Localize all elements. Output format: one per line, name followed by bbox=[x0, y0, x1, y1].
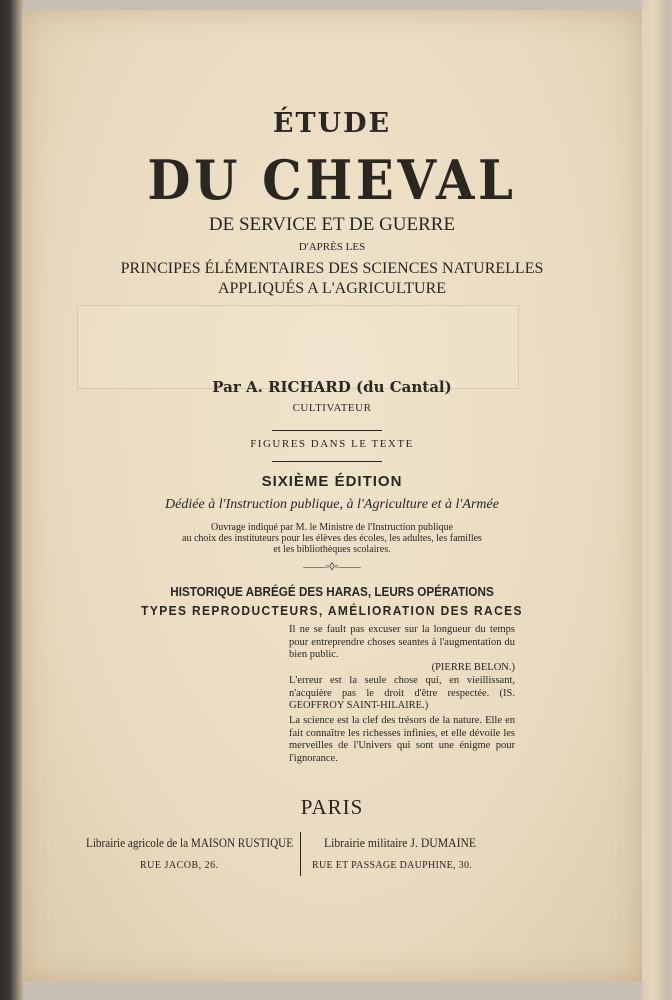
epigraph-quote bbox=[289, 624, 515, 674]
right-address: RUE ET PASSAGE DAUPHINE, 30. bbox=[312, 860, 473, 871]
quote-text: L'erreur est la seule chose qui, en vieillissant, n'acquière pas le droit d'être respectée. (IS. GEOFFROY SAINT-HILAIRE.) bbox=[289, 675, 515, 711]
author-line: Par A. RICHARD (du Cantal) bbox=[212, 378, 452, 396]
epigraph-quote bbox=[289, 715, 515, 765]
edition-note-2: au choix des instituteurs pour les élèves des écoles, les adultes, les familles bbox=[182, 533, 482, 544]
quote-text: Il ne se fault pas excuser sur la longueur du temps pour entreprendre choses seantes à l'augmentation du bien public. bbox=[289, 624, 515, 660]
edition-note-3: et les bibliothèques scolaires. bbox=[273, 544, 391, 555]
book-spine bbox=[0, 0, 24, 1000]
imprint-city: PARIS bbox=[300, 795, 364, 819]
edition-dedication: Dédiée à l'Instruction publique, à l'Agriculture et à l'Armée bbox=[165, 497, 499, 512]
quote-attribution: (PIERRE BELON.) bbox=[431, 661, 515, 673]
divider-rule bbox=[272, 461, 382, 462]
edition-title: SIXIÈME ÉDITION bbox=[261, 473, 403, 490]
title-appliques: APPLIQUÉS A L'AGRICULTURE bbox=[217, 280, 447, 297]
paper-fold-mark bbox=[77, 305, 519, 389]
divider-rule bbox=[272, 430, 382, 431]
epigraph-quote bbox=[289, 675, 515, 713]
figures-note: FIGURES DANS LE TEXTE bbox=[250, 438, 414, 450]
title-d-apres: D'APRÈS LES bbox=[298, 241, 366, 253]
right-publisher: Librairie militaire J. DUMAINE bbox=[324, 835, 477, 850]
title-de-service: DE SERVICE ET DE GUERRE bbox=[208, 214, 456, 235]
subjects-line-2: TYPES REPRODUCTEURS, AMÉLIORATION DES RACES bbox=[141, 603, 523, 618]
title-principes: PRINCIPES ÉLÉMENTAIRES DES SCIENCES NATURELLES bbox=[120, 260, 544, 277]
title-page bbox=[22, 10, 648, 982]
author-role: CULTIVATEUR bbox=[292, 402, 372, 414]
ornament-divider: ——◦◊◦—— bbox=[303, 561, 361, 573]
left-publisher: Librairie agricole de la MAISON RUSTIQUE bbox=[86, 835, 294, 850]
imprint-divider bbox=[300, 832, 301, 876]
subjects-line-1: HISTORIQUE ABRÉGÉ DES HARAS, LEURS OPÉRATIONS bbox=[170, 584, 494, 599]
edition-note-1: Ouvrage indiqué par M. le Ministre de l'Instruction publique bbox=[210, 522, 454, 533]
title-etude: ÉTUDE bbox=[272, 108, 392, 139]
title-du-cheval: DU CHEVAL bbox=[147, 148, 517, 212]
quote-text: La science est la clef des trésors de la nature. Elle en fait connaître les richesses infinies, et elle dévoile les merveilles de l'Univers qui sont une énigme pour l'ignorance. bbox=[289, 715, 515, 764]
left-address: RUE JACOB, 26. bbox=[140, 860, 219, 871]
